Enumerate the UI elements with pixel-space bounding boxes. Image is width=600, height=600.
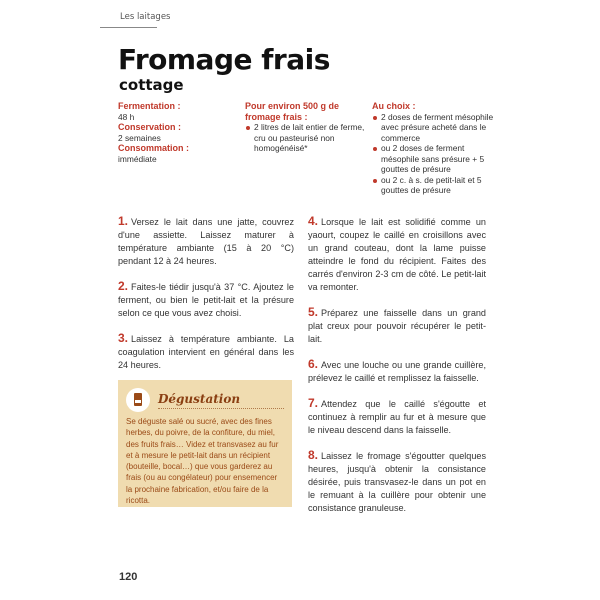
meta-ingredients [245, 101, 365, 154]
step-text: Laissez le fromage s'égoutter quelques heures, jusqu'à obtenir la consistance désirée, puis transvasez-le dans un pot en le remuant à la cuillère pour obtenir une consistance granuleuse. [308, 451, 486, 513]
step-2 [118, 280, 294, 320]
tasting-title: Dégustation [158, 392, 284, 409]
tasting-header [126, 388, 284, 412]
step-8 [308, 449, 486, 515]
section-rule [100, 27, 157, 28]
step-text: Préparez une faisselle dans un grand plat creux pour pouvoir récupérer le petit-lait. [308, 308, 486, 344]
fermentation-value: 48 h [118, 111, 135, 122]
choice-item: 2 doses de ferment mésophile avec présure acheté dans le commerce [372, 112, 497, 144]
step-4 [308, 215, 486, 294]
step-7 [308, 397, 486, 437]
meta-timing [118, 101, 238, 164]
steps-left-column [118, 215, 294, 384]
steps-right-column [308, 215, 486, 527]
step-number: 6. [308, 357, 319, 371]
step-number: 4. [308, 214, 319, 228]
step-number: 1. [118, 214, 129, 228]
step-text: Laissez à température ambiante. La coagulation intervient en général dans les 24 heures. [118, 334, 294, 370]
ingredient-item: 2 litres de lait entier de ferme, cru ou pasteurisé non homogénéisé* [245, 122, 365, 154]
jar-icon [126, 388, 150, 412]
step-number: 3. [118, 331, 129, 345]
ingredients-label: Pour environ 500 g de fromage frais : [245, 101, 340, 122]
step-6 [308, 358, 486, 385]
choice-label: Au choix : [372, 101, 416, 111]
step-5 [308, 306, 486, 346]
consommation-label: Consommation : [118, 143, 189, 153]
step-number: 2. [118, 279, 129, 293]
step-number: 8. [308, 448, 319, 462]
consommation-value: immédiate [118, 153, 157, 164]
fermentation-label: Fermentation : [118, 101, 181, 111]
recipe-subtitle: cottage [119, 76, 184, 94]
choice-item: ou 2 c. à s. de petit-lait et 5 gouttes de présure [372, 175, 497, 196]
conservation-label: Conservation : [118, 122, 182, 132]
step-number: 5. [308, 305, 319, 319]
choices-list [372, 112, 497, 196]
conservation-value: 2 semaines [118, 132, 161, 143]
meta-choices [372, 101, 497, 196]
section-label: Les laitages [120, 12, 171, 22]
tasting-text: Se déguste salé ou sucré, avec des fines herbes, du poivre, de la confiture, du miel, des fruits frais… Videz et transvasez au fur et à mesure le petit-lait dans un récipient (bouteille, bocal…) que vous garderez au frais (ou au congélateur) pour ensemencer la prochaine fabrication, et/ou faire de la ricotta. [126, 417, 279, 506]
step-3 [118, 332, 294, 372]
tasting-box [118, 380, 292, 507]
step-number: 7. [308, 396, 319, 410]
step-1 [118, 215, 294, 268]
step-text: Avec une louche ou une grande cuillère, prélevez le caillé et remplissez la faisselle. [308, 360, 486, 383]
page-number: 120 [119, 571, 138, 583]
ingredients-list [245, 122, 365, 154]
choice-item: ou 2 doses de ferment mésophile sans présure + 5 gouttes de présure [372, 143, 497, 175]
step-text: Attendez que le caillé s'égoutte et continuez à remplir au fur et à mesure que le niveau descend dans la faisselle. [308, 399, 486, 435]
recipe-title: Fromage frais [118, 43, 330, 76]
step-text: Versez le lait dans une jatte, couvrez d'une assiette. Laissez maturer à température ambiante (15 à 20 °C) pendant 12 à 24 heures. [118, 217, 294, 266]
step-text: Faites-le tiédir jusqu'à 37 °C. Ajoutez le ferment, ou bien le petit-lait et la présure selon ce que vous avez choisi. [118, 282, 294, 318]
step-text: Lorsque le lait est solidifié comme un yaourt, coupez le caillé en croisillons avec un grand couteau, dont la lame puisse atteindre le fond du récipient. Faites des carrés d'environ 2-3 cm de côté. Le petit-lait va remonter. [308, 217, 486, 292]
